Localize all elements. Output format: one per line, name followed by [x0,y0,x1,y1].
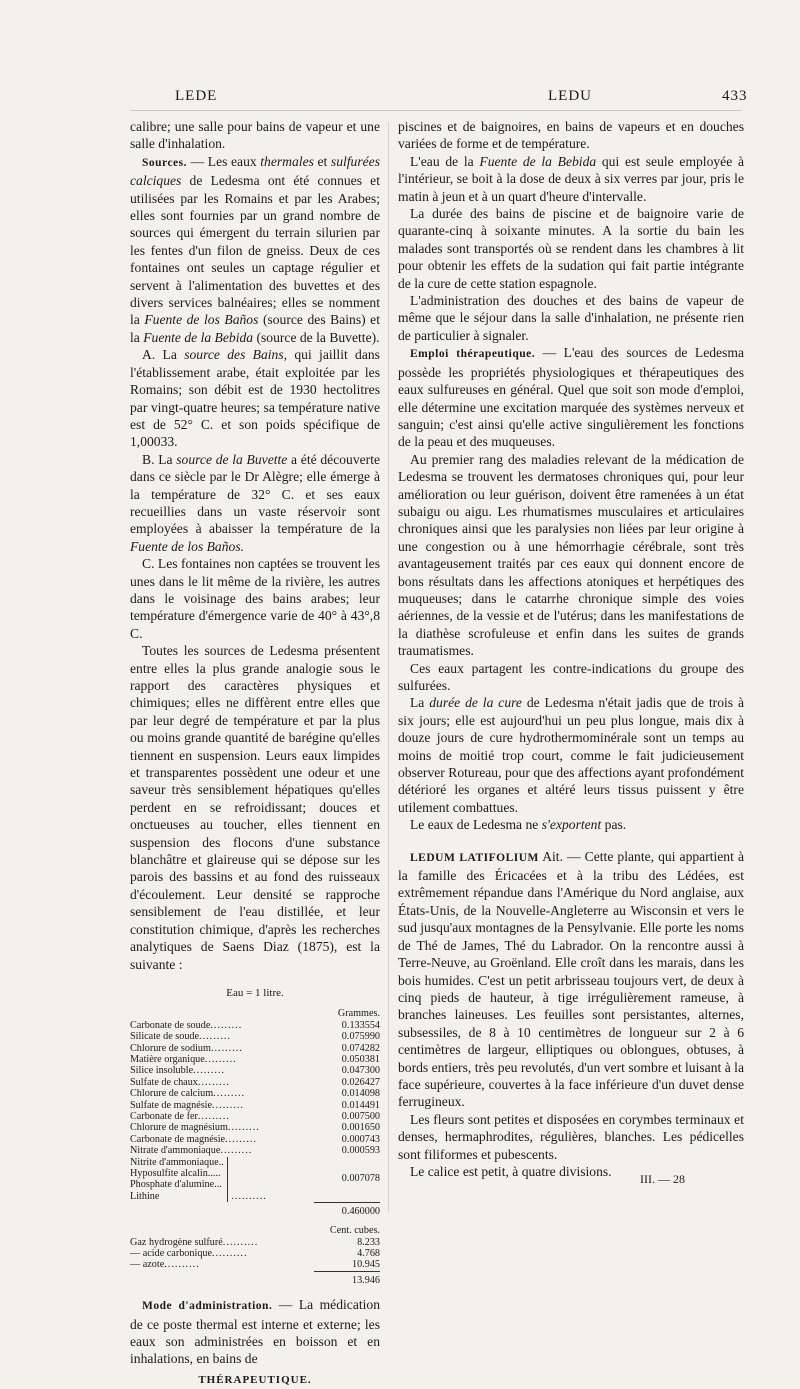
paragraph: La durée de la cure de Ledesma n'était jadis que de trois à six jours; elle est aujourd'hui un peu plus longue, mais dix à douze jours de cure hydrothermominérale sont un temps au moins de moitié trop court, comme le fait judicieusement observer Rotureau, pour que des affections ayant profondément détérioré les organes et altéré leurs tissus puissent y être utilement combattues. [398,695,744,815]
paragraph: Au premier rang des maladies relevant de la médication de Ledesma se trouvent les dermatoses chroniques qui, pour leur amélioration ou leur guérison, doivent être ramenées à un état subaigu ou aigu. Les rhumatismes musculaires et articulaires chroniques ainsi que les paralysies non liées par leur origine à une congestion ou à une hémorrhagie cérébrale, sont très avantageusement traités par ces eaux qui donnent encore de bons résultats dans les affections atoniques et herpétiques des muqueuses; dans le catarrhe chronique simple des voies aériennes, de la vessie et de l'utérus; dans les manifestations de la diathèse scrofuleuse et enfin dans les suites de grands traumatismes. [398,451,744,659]
paragraph: Ces eaux partagent les contre-indications du groupe des sulfurées. [398,660,744,693]
section-lead: Emploi thérapeutique. [410,348,536,361]
gas-total: 13.946 [314,1271,380,1286]
table-row: Matière organique......... 0.050381 [130,1053,380,1065]
page-number: 433 [722,88,748,104]
header-left-word: LEDE [175,88,218,104]
brace-group: Nitrite d'ammoniaque.. Hyposulfite alcalin..... Phosphate d'alumine... Lithine [130,1157,228,1203]
table-row: Carbonate de fer......... 0.007500 [130,1110,380,1122]
table-total: 0.460000 [314,1202,380,1217]
table-unit: Grammes. [337,1008,380,1020]
right-column [398,118,744,1180]
table-row: Sulfate de magnésie......... 0.014491 [130,1099,380,1111]
footer-note: THÉRAPEUTIQUE. [198,1373,312,1386]
section-lead: Mode d'administration. [142,1300,273,1313]
paragraph: L'eau de la Fuente de la Bebida qui est seule employée à l'intérieur, se boit à la dose de deux à six verres par jour, pris le matin à jeun et à un quart d'heure d'intervalle. [398,153,744,204]
section-lead: Sources. [142,156,187,169]
paragraph: Les fleurs sont petites et disposées en corymbes terminaux et denses, hermaphrodites, régulières, blanches. Les pédicelles sont filiformes et pubescents. [398,1111,744,1162]
table-heading: Eau = 1 litre. [226,986,284,999]
paragraph-emploi: Emploi thérapeutique. — L'eau des sources de Ledesma possède les propriétés physiologiques et thérapeutiques des eaux sulfureuses en général. Quel que soit son mode d'emploi, elle détermine une excitation marquée des systèmes nerveux et sanguin; c'est ainsi qu'elle active singulièrement les fonctions de la peau et des muqueuses. [398,345,744,450]
paragraph: Le eaux de Ledesma ne s'exportent pas. [410,817,627,833]
paragraph-mode: Mode d'administration. — La médication de ce poste thermal est interne et externe; les eaux son administrées en boisson et en inhalations, en bains de [130,1297,380,1367]
table-row: Nitrate d'ammoniaque......... 0.000593 [130,1145,380,1157]
paragraph: L'administration des douches et des bains de vapeur de même que le séjour dans la salle d'inhalation, ne présente rien de particulier à signaler. [398,293,744,343]
column-divider [388,122,389,1212]
entry-heading: LEDUM LATIFOLIUM [410,851,539,864]
table-row: — acide carbonique.......... 4.768 [130,1247,380,1259]
paragraph: calibre; une salle pour bains de vapeur et une salle d'inhalation. [130,119,380,152]
paragraph-source-c: C. Les fontaines non captées se trouvent les unes dans le lit même de la rivière, les autres dans le voisinage des bains arabes; leur température d'émergence varie de 40° à 43°,8 C. [130,556,380,641]
paragraph-ledum: LEDUM LATIFOLIUM Ait. — Cette plante, qui appartient à la famille des Éricacées et à la tribu des Lédées, est extrêmement répandue dans l'Amérique du Nord anglaise, aux États-Unis, de la Nouvelle-Angleterre au Wisconsin et vers le sud jusqu'aux montagnes de la Pensylvanie. Elle porte les noms de Thé de James, Thé du Labrador. On la rencontre aussi à Terre-Neuve, au Groënland. Elle croît dans les marais, dans les bois humides. C'est un petit arbrisseau toujours vert, de deux à cinq pieds de hauteur, à tige irrégulièrement rameuse, à branches laineuses. Les feuilles sont persistantes, alternes, subsessiles, de 8 à 10 centimètres de longueur sur 2 à 6 centimètres de largeur, elliptiques ou oblongues, obtuses, à bords entiers, très peu revolutés, d'un vert sombre et luisant à la face supérieure, couvertes à la face inférieure d'un duvet dense ferrugineux. [398,848,745,1110]
paragraph: piscines et de baignoires, en bains de vapeurs et en douches variées de forme et de température. [398,119,744,152]
paragraph-sources: Sources. — Les eaux thermales et sulfurées calciques de Ledesma ont été connues et utilisées par les Romains et par les Arabes; elles sont fournies par un grand nombre de sources qui émergent du terrain silurien par les fentes d'un filon de gneiss. Deux de ces fontaines ont seules un captage régulier et servent à l'alimentation des buvettes et des divers services balnéaires; elles se nomment la Fuente de los Baños (source des Bains) et la Fuente de la Bebida (source de la Buvette). [130,153,381,345]
paragraph-source-a: A. La source des Bains, qui jaillit dans l'établissement arabe, était exploitée par les Romains; son débit est de 1930 hectolitres par vingt-quatre heures; sa température native est de 52° C. et son poids spécifique de 1,00033. [130,347,380,450]
table-row: Silice insoluble......... 0.047300 [130,1065,380,1077]
table-row: — azote.......... 10.945 [130,1259,380,1271]
table-row: Chlorure de calcium......... 0.014098 [130,1088,380,1100]
table-row: Carbonate de magnésie......... 0.000743 [130,1133,380,1145]
paragraph: Le calice est petit, à quatre divisions. [410,1163,612,1179]
table-row: Carbonate de soude......... 0.133554 [130,1019,380,1031]
signature-mark: III. — 28 [640,1172,685,1186]
header-rule [130,110,742,111]
table-row: Chlorure de sodium......... 0.074282 [130,1042,380,1054]
table-row: Sulfate de chaux......... 0.026427 [130,1076,380,1088]
table-row-brace: Nitrite d'ammoniaque.. Hyposulfite alcalin..... Phosphate d'alumine... Lithine .......... 0.007078 [130,1156,380,1202]
table-row: Silicate de soude......... 0.075990 [130,1031,380,1043]
running-header [0,88,800,110]
paragraph: La durée des bains de piscine et de baignoire varie de quarante-cinq à soixante minutes. A la sortie du bain les malades sont transportés où se rendent dans les chambres à lit pour obtenir les effets de la sudation qui fait partie intégrante de la cure de cette station espagnole. [398,206,744,291]
composition-table [130,1008,380,1286]
gas-unit: Cent. cubes. [329,1225,380,1237]
table-row: Gaz hydrogène sulfuré.......... 8.233 [130,1236,380,1248]
header-center-word: LEDU [548,88,592,104]
paragraph-source-b: B. La source de la Buvette a été découverte dans ce siècle par le Dr Alègre; elle émerge à la température de 32° C. et ses eaux recueillies dans un vaste réservoir sont employées à abaisser la température de la Fuente de los Baños. [130,451,380,554]
table-row: Chlorure de magnésium......... 0.001650 [130,1122,380,1134]
paragraph-analysis: Toutes les sources de Ledesma présentent entre elles la plus grande analogie sous le rapport des caractères physiques et chimiques; elles ne diffèrent entre elles que par leur degré de température et par la plus ou moins grande quantité de barégine qu'elles tiennent en suspension. Leurs eaux limpides et transparentes possèdent une odeur et une saveur très sensiblement hépatiques qu'elles perdent en se refroidissant; douces et onctueuses au toucher, elles tiennent en suspension des flocons d'une substance blanchâtre et glaireuse qui se dépose sur les parois des bassins et au fond des ruisseaux d'écoulement. Leur densité se rapproche sensiblement de l'eau distillée, et leur constitution chimique, d'après les recherches analytiques de Saens Diaz (1875), est la suivante : [130,643,380,972]
left-column [130,118,380,1389]
